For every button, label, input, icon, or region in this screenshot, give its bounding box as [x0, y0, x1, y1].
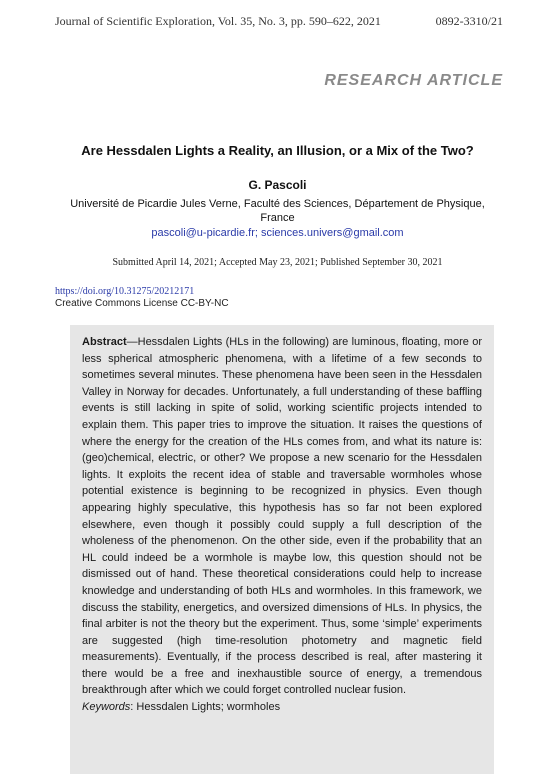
abstract-label: Abstract — [82, 336, 127, 348]
license-text: Creative Commons License CC-BY-NC — [55, 298, 229, 309]
abstract-box — [70, 325, 494, 774]
abstract-paragraph — [82, 334, 482, 699]
issn: 0892-3310/21 — [435, 14, 503, 28]
abstract-body: —Hessdalen Lights (HLs in the following) are luminous, floating, more or less spherical atmospheric phenomena, with a lifetime of a few seconds to sometimes several minutes. These phenomena have been seen in the Hessdalen Valley in Norway for decades. Unfortunately, a full understanding of these baffling events is still lacking in spite of solid, working scientific projects intended to explain them. This paper tries to improve the situation. It raises the questions of where the energy for the creation of the HLs comes from, and what its nature is: (geo)chemical, electric, or other? We propose a new scenario for the Hessdalen lights. It exploits the recent idea of stable and traversable wormholes whose potential existence is beginning to be recognized in physics. Even though appearing highly speculative, this hypothesis has so far not been explored elsewhere, even though it possibly could supply a full description of the wholeness of the phenomenon. On the other side, even if the probability that an HL could indeed be a wormhole is maybe low, this question should not be dismissed out of hand. These theoretical considerations could help to increase knowledge and understanding of both HLs and wormholes. In this framework, we discuss the stability, energetics, and oversized dimensions of HLs. In physics, the final arbiter is not the theory but the experiment. Thus, some ‘simple’ experiments are suggested (high time-resolution photometry and magnetic field measurements). Eventually, if the process described is real, after mastering it there would be a free and inexhaustible source of energy, a tremendous breakthrough after which we could forget controlled nuclear fusion. — [82, 336, 482, 697]
publication-dates: Submitted April 14, 2021; Accepted May 23, 2021; Published September 30, 2021 — [112, 257, 443, 268]
section-label: RESEARCH ARTICLE — [324, 72, 503, 89]
journal-citation: Journal of Scientific Exploration, Vol. 35, No. 3, pp. 590–622, 2021 — [55, 14, 381, 28]
author-name: G. Pascoli — [248, 178, 307, 192]
running-head — [55, 14, 503, 29]
doi-link[interactable]: https://doi.org/10.31275/20212171 — [55, 286, 195, 297]
keywords-value: : Hessdalen Lights; wormholes — [130, 701, 281, 714]
keywords-line — [82, 699, 482, 716]
author-emails — [0, 227, 555, 239]
email-link[interactable]: pascoli@u-picardie.fr; sciences.univers@gmail.com — [151, 227, 404, 239]
paper-title: Are Hessdalen Lights a Reality, an Illusion, or a Mix of the Two? — [81, 143, 474, 158]
author-affiliation: Université de Picardie Jules Verne, Faculté des Sciences, Département de Physique, France — [70, 198, 485, 224]
keywords-label: Keywords — [82, 701, 131, 714]
